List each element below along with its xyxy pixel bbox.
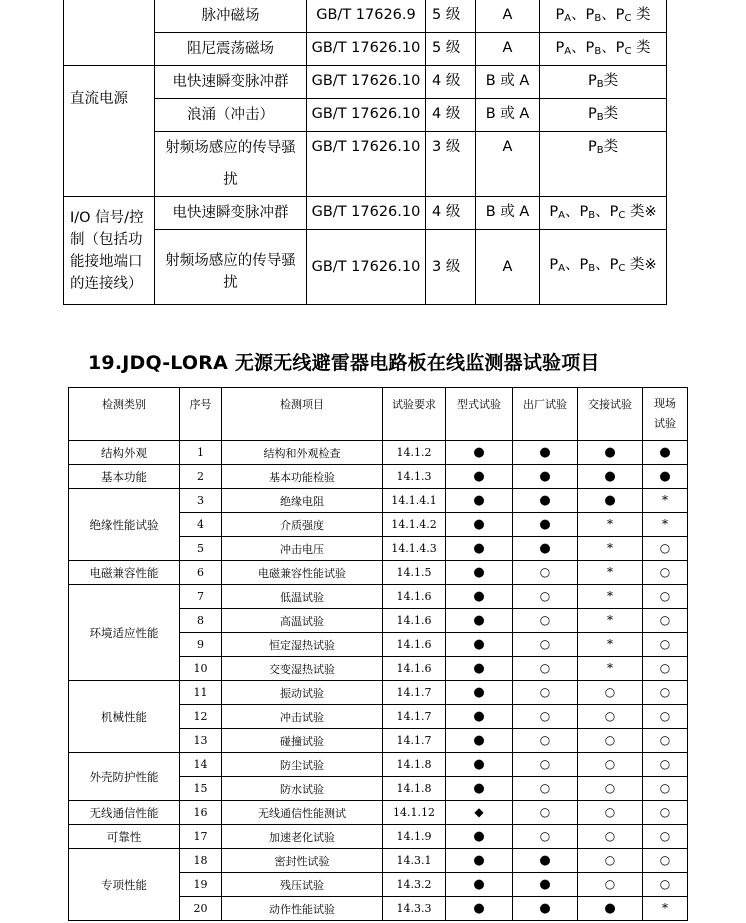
factory-test-mark-cell bbox=[513, 729, 578, 753]
site-test-mark: ○ bbox=[659, 613, 671, 627]
standard-cell: GB/T 17626.10 bbox=[307, 197, 426, 230]
table-row bbox=[69, 753, 688, 777]
no-cell: 11 bbox=[180, 681, 222, 705]
no-cell: 15 bbox=[180, 777, 222, 801]
requirement-cell: 14.3.2 bbox=[383, 873, 446, 897]
site-test-mark: ○ bbox=[659, 733, 671, 747]
category-cell: 可靠性 bbox=[69, 825, 180, 849]
handover-test-mark-cell bbox=[578, 801, 643, 825]
scope-cell: $P_B$类 bbox=[540, 99, 667, 132]
handover-test-mark-cell bbox=[578, 873, 643, 897]
category-cell bbox=[64, 0, 155, 66]
site-test-mark: ● bbox=[659, 469, 671, 484]
factory-test-mark-cell bbox=[513, 681, 578, 705]
site-test-mark-cell bbox=[643, 537, 688, 561]
site-test-mark-cell bbox=[643, 561, 688, 585]
table-row bbox=[69, 801, 688, 825]
type-test-mark-cell bbox=[446, 465, 513, 489]
handover-test-mark-cell bbox=[578, 585, 643, 609]
no-cell: 13 bbox=[180, 729, 222, 753]
handover-test-mark: ○ bbox=[604, 733, 616, 747]
test-item-cell: 密封性试验 bbox=[222, 849, 383, 873]
handover-test-mark-cell bbox=[578, 657, 643, 681]
level-cell: 5 级 bbox=[426, 33, 476, 66]
handover-test-mark-cell bbox=[578, 897, 643, 921]
handover-test-mark: * bbox=[607, 565, 613, 579]
test-item-cell: 振动试验 bbox=[222, 681, 383, 705]
test-item-cell: 无线通信性能测试 bbox=[222, 801, 383, 825]
table-row bbox=[69, 825, 688, 849]
factory-test-mark: ○ bbox=[539, 829, 551, 843]
factory-test-mark: ○ bbox=[539, 637, 551, 651]
site-test-mark: ○ bbox=[659, 709, 671, 723]
type-test-mark-cell bbox=[446, 513, 513, 537]
test-item-cell: 高温试验 bbox=[222, 609, 383, 633]
test-item-cell: 残压试验 bbox=[222, 873, 383, 897]
scope-cell: $P_B$类 bbox=[540, 132, 667, 197]
requirement-cell: 14.1.7 bbox=[383, 729, 446, 753]
test-item-cell: 电快速瞬变脉冲群 bbox=[155, 66, 307, 99]
type-test-mark-cell bbox=[446, 705, 513, 729]
type-test-mark: ◆ bbox=[474, 805, 484, 819]
site-test-mark-cell bbox=[643, 609, 688, 633]
site-test-mark-cell bbox=[643, 585, 688, 609]
test-item-cell: 电磁兼容性能试验 bbox=[222, 561, 383, 585]
handover-test-mark-cell bbox=[578, 753, 643, 777]
no-cell: 12 bbox=[180, 705, 222, 729]
type-test-mark-cell bbox=[446, 537, 513, 561]
test-item-cell: 基本功能检验 bbox=[222, 465, 383, 489]
requirement-cell: 14.3.3 bbox=[383, 897, 446, 921]
site-test-mark-cell bbox=[643, 849, 688, 873]
factory-test-mark: ○ bbox=[539, 613, 551, 627]
standard-cell: GB/T 17626.10 bbox=[307, 230, 426, 305]
no-cell: 2 bbox=[180, 465, 222, 489]
table-row bbox=[64, 33, 667, 66]
level-cell: 3 级 bbox=[426, 132, 476, 197]
site-test-mark-cell bbox=[643, 729, 688, 753]
test-item-cell: 恒定湿热试验 bbox=[222, 633, 383, 657]
no-cell: 14 bbox=[180, 753, 222, 777]
test-item-cell: 射频场感应的传导骚扰 bbox=[155, 230, 307, 305]
test-item-cell: 脉冲磁场 bbox=[155, 0, 307, 33]
table-row bbox=[64, 99, 667, 132]
handover-test-mark: ● bbox=[604, 469, 616, 484]
test-items-table bbox=[68, 387, 688, 921]
requirement-cell: 14.1.4.1 bbox=[383, 489, 446, 513]
table-row bbox=[64, 66, 667, 99]
requirement-cell: 14.1.8 bbox=[383, 777, 446, 801]
factory-test-mark-cell bbox=[513, 489, 578, 513]
factory-test-mark-cell bbox=[513, 609, 578, 633]
level-cell: 4 级 bbox=[426, 197, 476, 230]
handover-test-mark: ○ bbox=[604, 757, 616, 771]
factory-test-mark: ○ bbox=[539, 805, 551, 819]
handover-test-mark: * bbox=[607, 541, 613, 555]
category-cell: 电磁兼容性能 bbox=[69, 561, 180, 585]
site-test-mark: * bbox=[662, 901, 668, 915]
test-item-cell: 加速老化试验 bbox=[222, 825, 383, 849]
table-row bbox=[69, 465, 688, 489]
type-test-mark: ● bbox=[473, 901, 485, 916]
no-cell: 16 bbox=[180, 801, 222, 825]
header-category: 检测类别 bbox=[69, 388, 180, 441]
type-test-mark-cell bbox=[446, 873, 513, 897]
criterion-cell: A bbox=[476, 0, 540, 33]
type-test-mark-cell bbox=[446, 585, 513, 609]
category-cell: 基本功能 bbox=[69, 465, 180, 489]
factory-test-mark: ● bbox=[539, 517, 551, 532]
no-cell: 8 bbox=[180, 609, 222, 633]
requirement-cell: 14.1.6 bbox=[383, 657, 446, 681]
handover-test-mark-cell bbox=[578, 513, 643, 537]
site-test-mark: ○ bbox=[659, 805, 671, 819]
type-test-mark: ● bbox=[473, 517, 485, 532]
site-test-mark-cell bbox=[643, 441, 688, 465]
standard-cell: GB/T 17626.9 bbox=[307, 0, 426, 33]
site-test-mark: ○ bbox=[659, 565, 671, 579]
header-factory-test: 出厂试验 bbox=[513, 388, 578, 441]
level-cell: 4 级 bbox=[426, 66, 476, 99]
handover-test-mark: ○ bbox=[604, 781, 616, 795]
test-item-cell: 防水试验 bbox=[222, 777, 383, 801]
factory-test-mark: ○ bbox=[539, 685, 551, 699]
test-item-cell: 浪涌（冲击） bbox=[155, 99, 307, 132]
site-test-mark-cell bbox=[643, 657, 688, 681]
site-test-mark: ○ bbox=[659, 829, 671, 843]
site-test-mark-cell bbox=[643, 753, 688, 777]
type-test-mark-cell bbox=[446, 849, 513, 873]
criterion-cell: B 或 A bbox=[476, 66, 540, 99]
handover-test-mark: ● bbox=[604, 445, 616, 460]
category-cell: 外壳防护性能 bbox=[69, 753, 180, 801]
factory-test-mark-cell bbox=[513, 441, 578, 465]
no-cell: 7 bbox=[180, 585, 222, 609]
category-cell: 机械性能 bbox=[69, 681, 180, 753]
test-item-cell: 动作性能试验 bbox=[222, 897, 383, 921]
table-row bbox=[64, 230, 667, 305]
table-row bbox=[69, 441, 688, 465]
type-test-mark: ● bbox=[473, 781, 485, 796]
factory-test-mark: ○ bbox=[539, 781, 551, 795]
handover-test-mark-cell bbox=[578, 849, 643, 873]
site-test-mark-cell bbox=[643, 777, 688, 801]
scope-cell: $P_A$、$P_B$、$P_C$ 类※ bbox=[540, 230, 667, 305]
factory-test-mark: ○ bbox=[539, 589, 551, 603]
handover-test-mark: * bbox=[607, 637, 613, 651]
level-cell: 4 级 bbox=[426, 99, 476, 132]
standard-cell: GB/T 17626.10 bbox=[307, 66, 426, 99]
handover-test-mark-cell bbox=[578, 489, 643, 513]
handover-test-mark-cell bbox=[578, 705, 643, 729]
header-site-test: 现场 试验 bbox=[643, 388, 688, 441]
no-cell: 9 bbox=[180, 633, 222, 657]
factory-test-mark-cell bbox=[513, 825, 578, 849]
factory-test-mark-cell bbox=[513, 849, 578, 873]
factory-test-mark-cell bbox=[513, 801, 578, 825]
factory-test-mark-cell bbox=[513, 585, 578, 609]
factory-test-mark: ○ bbox=[539, 661, 551, 675]
handover-test-mark-cell bbox=[578, 609, 643, 633]
type-test-mark-cell bbox=[446, 729, 513, 753]
factory-test-mark-cell bbox=[513, 705, 578, 729]
level-cell: 5 级 bbox=[426, 0, 476, 33]
type-test-mark: ● bbox=[473, 565, 485, 580]
criterion-cell: A bbox=[476, 33, 540, 66]
no-cell: 19 bbox=[180, 873, 222, 897]
site-test-mark-cell bbox=[643, 897, 688, 921]
handover-test-mark-cell bbox=[578, 681, 643, 705]
type-test-mark-cell bbox=[446, 561, 513, 585]
requirement-cell: 14.1.5 bbox=[383, 561, 446, 585]
table-row bbox=[64, 197, 667, 230]
site-test-mark: ○ bbox=[659, 685, 671, 699]
handover-test-mark-cell bbox=[578, 729, 643, 753]
site-test-mark: ○ bbox=[659, 541, 671, 555]
factory-test-mark-cell bbox=[513, 657, 578, 681]
type-test-mark-cell bbox=[446, 681, 513, 705]
factory-test-mark: ● bbox=[539, 901, 551, 916]
header-handover-test: 交接试验 bbox=[578, 388, 643, 441]
test-item-cell: 冲击电压 bbox=[222, 537, 383, 561]
factory-test-mark: ● bbox=[539, 853, 551, 868]
test-item-cell: 交变湿热试验 bbox=[222, 657, 383, 681]
handover-test-mark-cell bbox=[578, 465, 643, 489]
table-row bbox=[64, 132, 667, 197]
factory-test-mark: ○ bbox=[539, 757, 551, 771]
type-test-mark-cell bbox=[446, 441, 513, 465]
test-item-cell: 阻尼震荡磁场 bbox=[155, 33, 307, 66]
site-test-mark: ○ bbox=[659, 661, 671, 675]
category-cell: 结构外观 bbox=[69, 441, 180, 465]
test-item-cell: 碰撞试验 bbox=[222, 729, 383, 753]
handover-test-mark: ○ bbox=[604, 829, 616, 843]
category-cell: 专项性能 bbox=[69, 849, 180, 921]
type-test-mark-cell bbox=[446, 897, 513, 921]
no-cell: 20 bbox=[180, 897, 222, 921]
requirement-cell: 14.1.6 bbox=[383, 585, 446, 609]
factory-test-mark-cell bbox=[513, 753, 578, 777]
handover-test-mark: * bbox=[607, 589, 613, 603]
handover-test-mark: ● bbox=[604, 901, 616, 916]
site-test-mark: * bbox=[662, 493, 668, 507]
no-cell: 10 bbox=[180, 657, 222, 681]
criterion-cell: A bbox=[476, 132, 540, 197]
type-test-mark: ● bbox=[473, 757, 485, 772]
standard-cell: GB/T 17626.10 bbox=[307, 132, 426, 197]
factory-test-mark: ○ bbox=[539, 733, 551, 747]
requirement-cell: 14.1.7 bbox=[383, 705, 446, 729]
site-test-mark-cell bbox=[643, 513, 688, 537]
handover-test-mark: * bbox=[607, 661, 613, 675]
factory-test-mark-cell bbox=[513, 513, 578, 537]
type-test-mark: ● bbox=[473, 589, 485, 604]
factory-test-mark-cell bbox=[513, 777, 578, 801]
header-requirement: 试验要求 bbox=[383, 388, 446, 441]
header-type-test: 型式试验 bbox=[446, 388, 513, 441]
type-test-mark: ● bbox=[473, 541, 485, 556]
handover-test-mark-cell bbox=[578, 441, 643, 465]
site-test-mark: ○ bbox=[659, 853, 671, 867]
site-test-mark-cell bbox=[643, 681, 688, 705]
handover-test-mark: ○ bbox=[604, 709, 616, 723]
site-test-mark: ● bbox=[659, 445, 671, 460]
type-test-mark: ● bbox=[473, 661, 485, 676]
category-cell: 无线通信性能 bbox=[69, 801, 180, 825]
site-test-mark: ○ bbox=[659, 757, 671, 771]
no-cell: 5 bbox=[180, 537, 222, 561]
test-item-cell: 射频场感应的传导骚扰 bbox=[155, 132, 307, 197]
header-item: 检测项目 bbox=[222, 388, 383, 441]
site-test-mark: ○ bbox=[659, 781, 671, 795]
table-header-row bbox=[69, 388, 688, 441]
handover-test-mark-cell bbox=[578, 633, 643, 657]
no-cell: 4 bbox=[180, 513, 222, 537]
type-test-mark: ● bbox=[473, 469, 485, 484]
requirement-cell: 14.1.3 bbox=[383, 465, 446, 489]
test-item-cell: 冲击试验 bbox=[222, 705, 383, 729]
no-cell: 1 bbox=[180, 441, 222, 465]
factory-test-mark-cell bbox=[513, 561, 578, 585]
type-test-mark-cell bbox=[446, 633, 513, 657]
type-test-mark: ● bbox=[473, 709, 485, 724]
factory-test-mark: ○ bbox=[539, 709, 551, 723]
test-item-cell: 低温试验 bbox=[222, 585, 383, 609]
factory-test-mark: ○ bbox=[539, 565, 551, 579]
category-cell: I/O 信号/控制（包括功能接地端口的连接线） bbox=[64, 197, 155, 305]
table-row bbox=[69, 849, 688, 873]
type-test-mark-cell bbox=[446, 657, 513, 681]
site-test-mark: * bbox=[662, 517, 668, 531]
site-test-mark: ○ bbox=[659, 589, 671, 603]
factory-test-mark: ● bbox=[539, 445, 551, 460]
table-row bbox=[69, 585, 688, 609]
table-row bbox=[69, 681, 688, 705]
table-row bbox=[69, 561, 688, 585]
handover-test-mark: ○ bbox=[604, 877, 616, 891]
site-test-mark-cell bbox=[643, 705, 688, 729]
requirement-cell: 14.1.2 bbox=[383, 441, 446, 465]
factory-test-mark: ● bbox=[539, 469, 551, 484]
type-test-mark-cell bbox=[446, 753, 513, 777]
handover-test-mark-cell bbox=[578, 777, 643, 801]
site-test-mark-cell bbox=[643, 489, 688, 513]
factory-test-mark: ● bbox=[539, 877, 551, 892]
requirement-cell: 14.1.4.3 bbox=[383, 537, 446, 561]
criterion-cell: B 或 A bbox=[476, 197, 540, 230]
type-test-mark-cell bbox=[446, 489, 513, 513]
site-test-mark-cell bbox=[643, 825, 688, 849]
category-cell: 绝缘性能试验 bbox=[69, 489, 180, 561]
requirement-cell: 14.1.7 bbox=[383, 681, 446, 705]
handover-test-mark-cell bbox=[578, 561, 643, 585]
scope-cell: $P_A$、$P_B$、$P_C$ 类 bbox=[540, 33, 667, 66]
standard-cell: GB/T 17626.10 bbox=[307, 33, 426, 66]
no-cell: 6 bbox=[180, 561, 222, 585]
type-test-mark-cell bbox=[446, 777, 513, 801]
test-item-cell: 电快速瞬变脉冲群 bbox=[155, 197, 307, 230]
type-test-mark: ● bbox=[473, 613, 485, 628]
factory-test-mark-cell bbox=[513, 537, 578, 561]
factory-test-mark-cell bbox=[513, 633, 578, 657]
category-cell: 直流电源 bbox=[64, 66, 155, 197]
type-test-mark: ● bbox=[473, 829, 485, 844]
type-test-mark: ● bbox=[473, 493, 485, 508]
handover-test-mark: ● bbox=[604, 493, 616, 508]
requirement-cell: 14.1.4.2 bbox=[383, 513, 446, 537]
factory-test-mark: ● bbox=[539, 541, 551, 556]
no-cell: 18 bbox=[180, 849, 222, 873]
handover-test-mark-cell bbox=[578, 825, 643, 849]
test-item-cell: 防尘试验 bbox=[222, 753, 383, 777]
handover-test-mark: ○ bbox=[604, 853, 616, 867]
type-test-mark: ● bbox=[473, 445, 485, 460]
handover-test-mark-cell bbox=[578, 537, 643, 561]
category-cell: 环境适应性能 bbox=[69, 585, 180, 681]
test-item-cell: 介质强度 bbox=[222, 513, 383, 537]
requirement-cell: 14.1.6 bbox=[383, 633, 446, 657]
scope-cell: $P_B$类 bbox=[540, 66, 667, 99]
requirement-cell: 14.1.12 bbox=[383, 801, 446, 825]
site-test-mark: ○ bbox=[659, 877, 671, 891]
section-title: 19.JDQ-LORA 无源无线避雷器电路板在线监测器试验项目 bbox=[88, 352, 600, 374]
factory-test-mark: ● bbox=[539, 493, 551, 508]
site-test-mark-cell bbox=[643, 465, 688, 489]
factory-test-mark-cell bbox=[513, 465, 578, 489]
test-item-cell: 绝缘电阻 bbox=[222, 489, 383, 513]
site-test-mark: ○ bbox=[659, 637, 671, 651]
level-cell: 3 级 bbox=[426, 230, 476, 305]
type-test-mark: ● bbox=[473, 733, 485, 748]
header-no: 序号 bbox=[180, 388, 222, 441]
requirement-cell: 14.1.6 bbox=[383, 609, 446, 633]
factory-test-mark-cell bbox=[513, 873, 578, 897]
site-test-mark-cell bbox=[643, 801, 688, 825]
handover-test-mark: ○ bbox=[604, 805, 616, 819]
site-test-mark-cell bbox=[643, 633, 688, 657]
no-cell: 3 bbox=[180, 489, 222, 513]
handover-test-mark: ○ bbox=[604, 685, 616, 699]
criterion-cell: B 或 A bbox=[476, 99, 540, 132]
table-row bbox=[64, 0, 667, 33]
type-test-mark-cell bbox=[446, 825, 513, 849]
standard-cell: GB/T 17626.10 bbox=[307, 99, 426, 132]
handover-test-mark: * bbox=[607, 517, 613, 531]
requirement-cell: 14.1.8 bbox=[383, 753, 446, 777]
requirement-cell: 14.3.1 bbox=[383, 849, 446, 873]
scope-cell: $P_A$、$P_B$、$P_C$ 类 bbox=[540, 0, 667, 33]
handover-test-mark: * bbox=[607, 613, 613, 627]
table-row bbox=[69, 489, 688, 513]
type-test-mark: ● bbox=[473, 853, 485, 868]
scope-cell: $P_A$、$P_B$、$P_C$ 类※ bbox=[540, 197, 667, 230]
type-test-mark: ● bbox=[473, 637, 485, 652]
requirement-cell: 14.1.9 bbox=[383, 825, 446, 849]
type-test-mark-cell bbox=[446, 801, 513, 825]
type-test-mark: ● bbox=[473, 877, 485, 892]
type-test-mark-cell bbox=[446, 609, 513, 633]
no-cell: 17 bbox=[180, 825, 222, 849]
factory-test-mark-cell bbox=[513, 897, 578, 921]
site-test-mark-cell bbox=[643, 873, 688, 897]
criterion-cell: A bbox=[476, 230, 540, 305]
type-test-mark: ● bbox=[473, 685, 485, 700]
emc-test-table bbox=[63, 0, 667, 305]
test-item-cell: 结构和外观检查 bbox=[222, 441, 383, 465]
